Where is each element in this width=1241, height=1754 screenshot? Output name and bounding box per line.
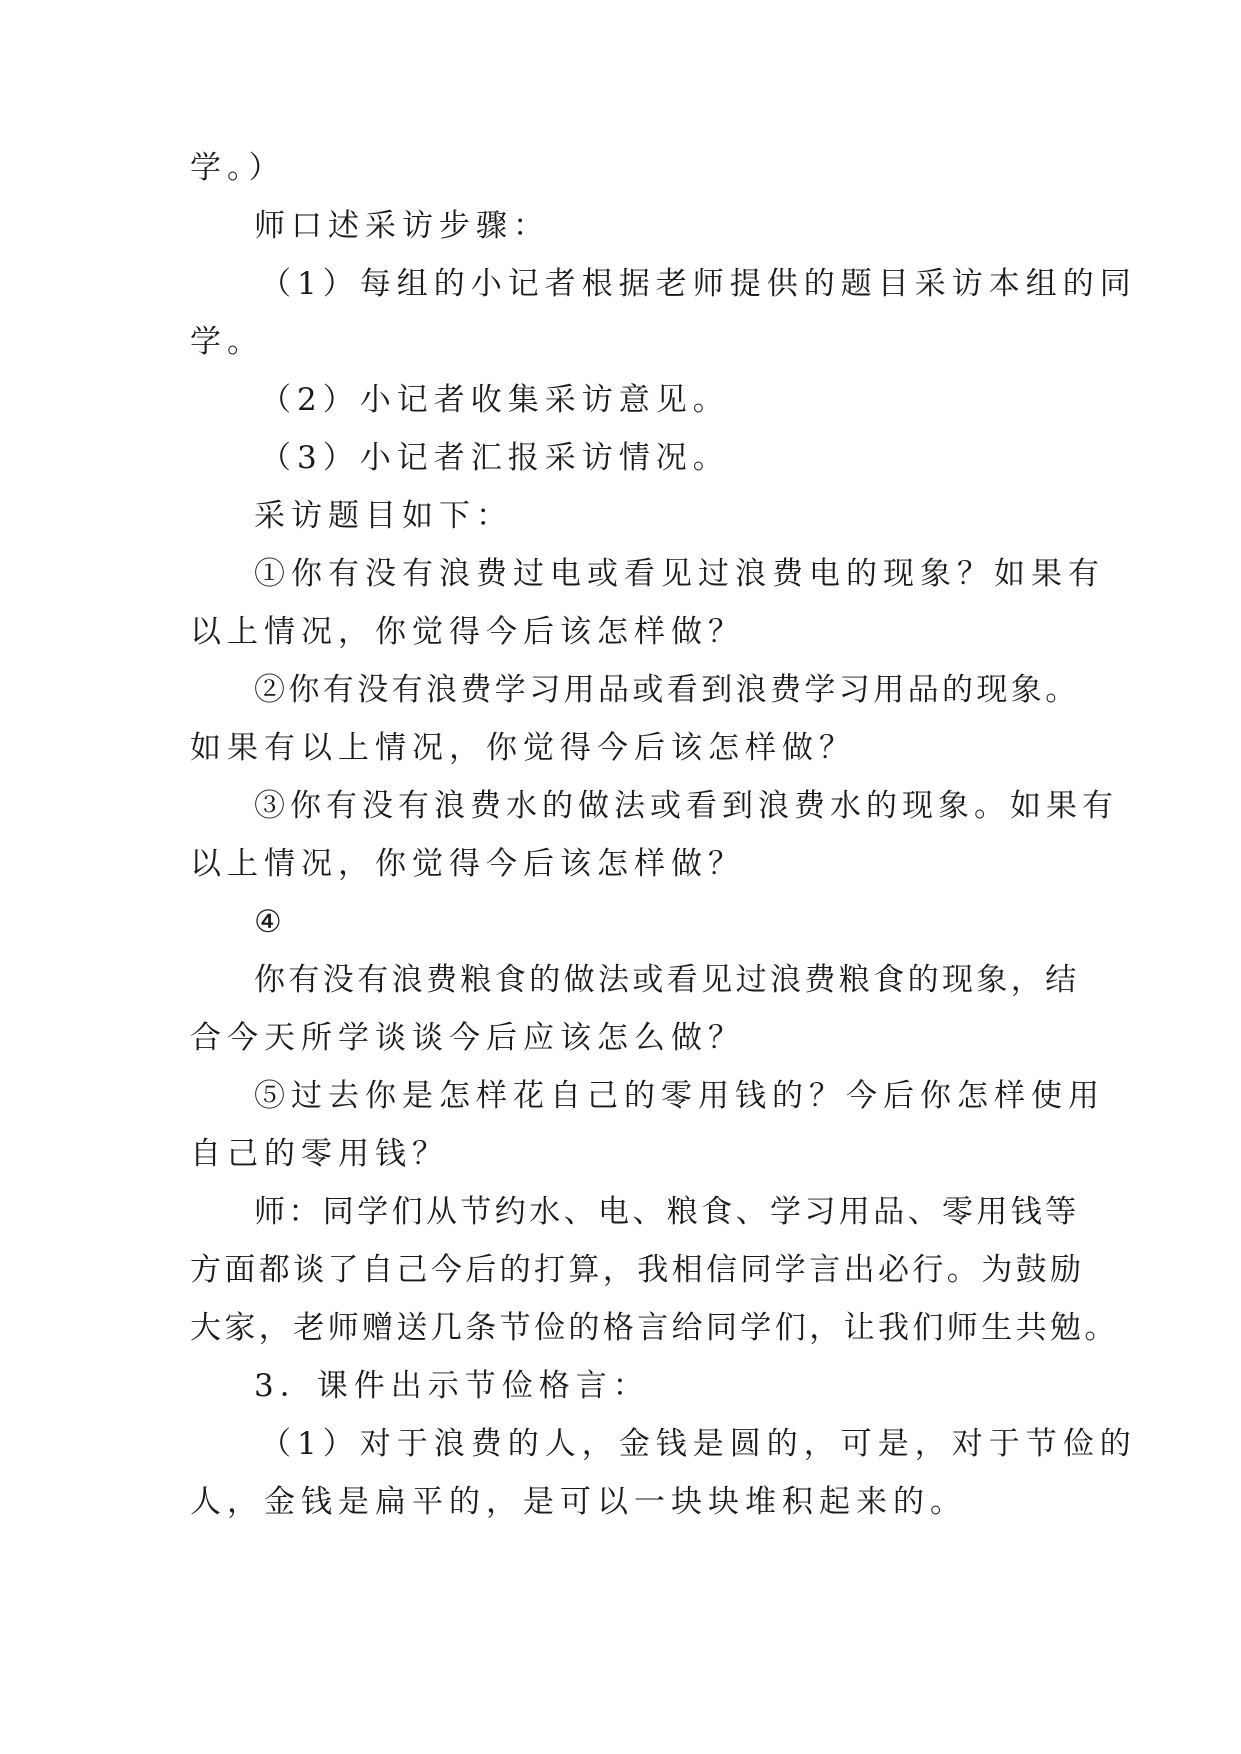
text-line-6: （3）小记者汇报采访情况。 bbox=[260, 440, 730, 476]
text-line-21: 大家，老师赠送几条节俭的格言给同学们，让我们师生共勉。 bbox=[190, 1310, 1119, 1346]
text-line-24: 人，金钱是扁平的，是可以一块块堆积起来的。 bbox=[190, 1484, 967, 1520]
text-line-22: 3．课件出示节俭格言： bbox=[254, 1368, 650, 1404]
text-line-19: 师：同学们从节约水、电、粮食、学习用品、零用钱等 bbox=[254, 1194, 1080, 1230]
text-line-13: 以上情况，你觉得今后该怎样做？ bbox=[190, 846, 745, 882]
text-line-10: ②你有没有浪费学习用品或看到浪费学习用品的现象。 bbox=[254, 672, 1080, 708]
text-line-5: （2）小记者收集采访意见。 bbox=[260, 382, 730, 418]
text-line-3: （1）每组的小记者根据老师提供的题目采访本组的同 bbox=[260, 266, 1137, 302]
text-line-14: ④ bbox=[254, 904, 288, 940]
text-line-20: 方面都谈了自己今后的打算，我相信同学言出必行。为鼓励 bbox=[190, 1252, 1085, 1288]
text-line-18: 自己的零用钱？ bbox=[190, 1136, 449, 1172]
text-line-17: ⑤过去你是怎样花自己的零用钱的？今后你怎样使用 bbox=[254, 1078, 1105, 1114]
text-line-11: 如果有以上情况，你觉得今后该怎样做？ bbox=[190, 730, 856, 766]
text-line-23: （1）对于浪费的人，金钱是圆的，可是，对于节俭的 bbox=[260, 1426, 1137, 1462]
text-line-8: ①你有没有浪费过电或看见过浪费电的现象？如果有 bbox=[254, 556, 1105, 592]
text-line-15: 你有没有浪费粮食的做法或看见过浪费粮食的现象，结 bbox=[254, 962, 1080, 998]
text-line-7: 采访题目如下： bbox=[254, 498, 513, 534]
text-line-2: 师口述采访步骤： bbox=[254, 208, 550, 244]
text-line-16: 合今天所学谈谈今后应该怎么做？ bbox=[190, 1020, 745, 1056]
text-line-12: ③你有没有浪费水的做法或看到浪费水的现象。如果有 bbox=[254, 788, 1118, 824]
text-line-9: 以上情况，你觉得今后该怎样做？ bbox=[190, 614, 745, 650]
text-line-4: 学。 bbox=[190, 324, 264, 360]
text-line-1: 学。） bbox=[190, 150, 286, 186]
